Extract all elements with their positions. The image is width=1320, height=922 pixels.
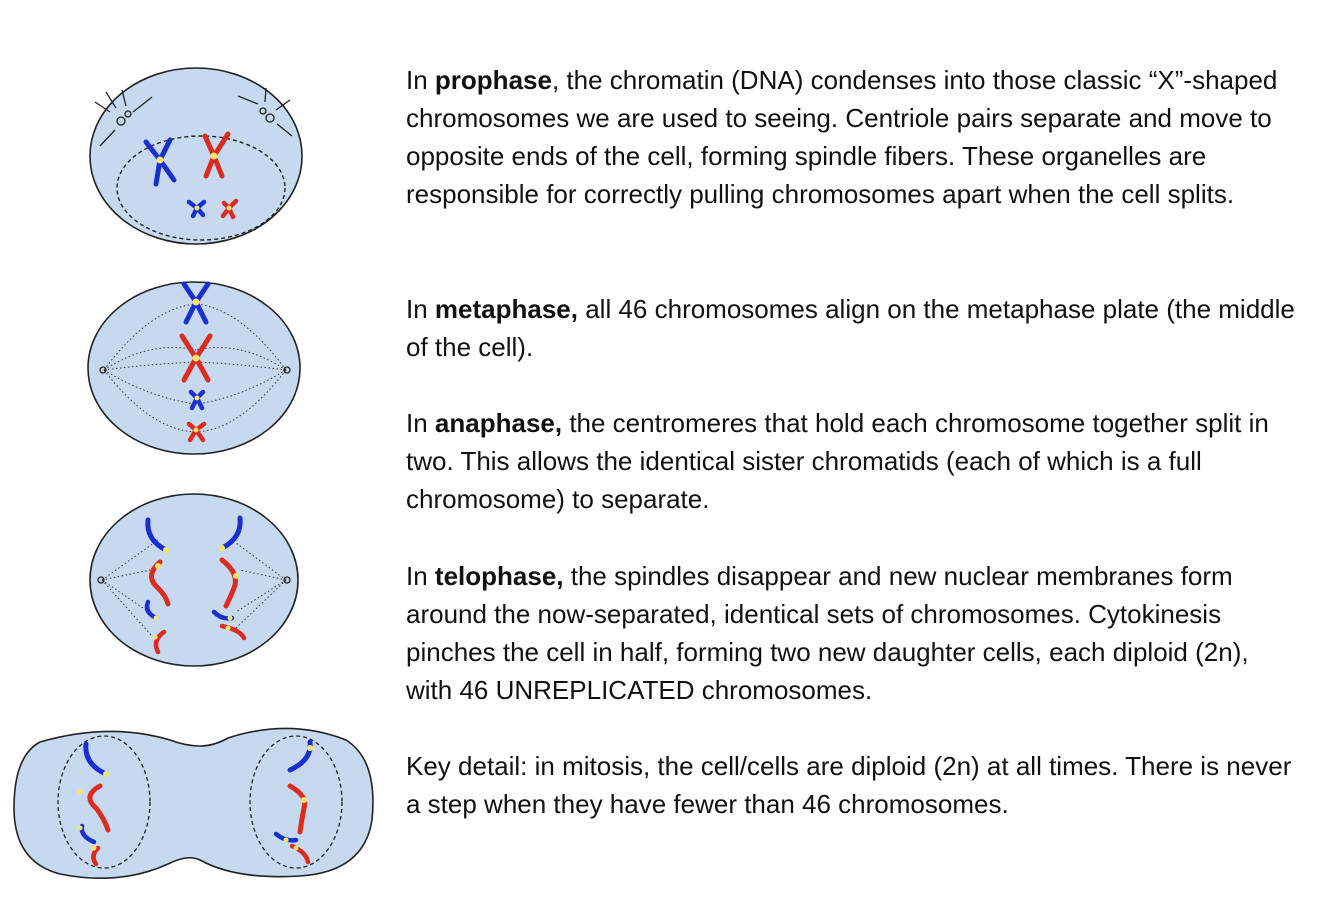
centromere (154, 616, 159, 621)
anaphase-description: In anaphase, the centromeres that hold each chromosome together split in two. This allows the identical sister chromatids (each of which is a full chromosome) to separate. (406, 408, 1269, 514)
centromere (227, 206, 232, 211)
centromere (195, 206, 200, 211)
anaphase-cell (90, 494, 298, 666)
centromere (195, 396, 200, 401)
centromere (103, 771, 109, 777)
centromere (92, 846, 97, 851)
centromere (294, 846, 299, 851)
centromere (157, 157, 164, 164)
cell-membrane (90, 68, 302, 244)
anaphase-term: anaphase, (434, 408, 563, 438)
centromere (211, 153, 218, 160)
telophase-cell (14, 728, 373, 878)
centromere (219, 545, 225, 551)
telophase-term: telophase, (434, 561, 564, 591)
metaphase-description: In metaphase, all 46 chromosomes align on the metaphase plate (the middle of the cell). (406, 294, 1295, 362)
centromere (193, 355, 200, 362)
metaphase-term: metaphase, (434, 294, 578, 324)
centromere (77, 789, 83, 795)
prophase-cell (90, 68, 302, 244)
centromere (233, 573, 239, 579)
prophase-term: prophase (434, 65, 552, 95)
key-detail: Key detail: in mitosis, the cell/cells are diploid (2n) at all times. There is never a step when they have fewer than 46 chromosomes. (406, 751, 1292, 819)
centromere (78, 826, 83, 831)
centromere (155, 563, 161, 569)
metaphase-cell (88, 282, 300, 454)
cell-membrane (14, 728, 373, 878)
centromere (301, 797, 307, 803)
centromere (194, 428, 199, 433)
cell-membrane (90, 494, 298, 666)
centromere (228, 616, 233, 621)
centromere (163, 547, 169, 553)
telophase-description: In telophase, the spindles disappear and new nuclear membranes form around the now-separated, identical sets of chromosomes. Cytokinesis pinches the cell in half, forming two new daughter cells, each diploid (2n), with 46 UNREPLICATED chromosomes. (406, 561, 1249, 705)
centromere (307, 745, 313, 751)
centromere (193, 299, 200, 306)
centromere (226, 626, 231, 631)
mitosis-diagram (0, 0, 400, 922)
centromere (153, 635, 158, 640)
prophase-description: In prophase, the chromatin (DNA) condenses into those classic “X”-shaped chromosomes we are used to seeing. Centriole pairs separate and move to opposite ends of the cell, forming spindle fibers. These organelles are responsible for correctly pulling chromosomes apart when the cell splits. (406, 65, 1278, 209)
centromere (284, 838, 289, 843)
